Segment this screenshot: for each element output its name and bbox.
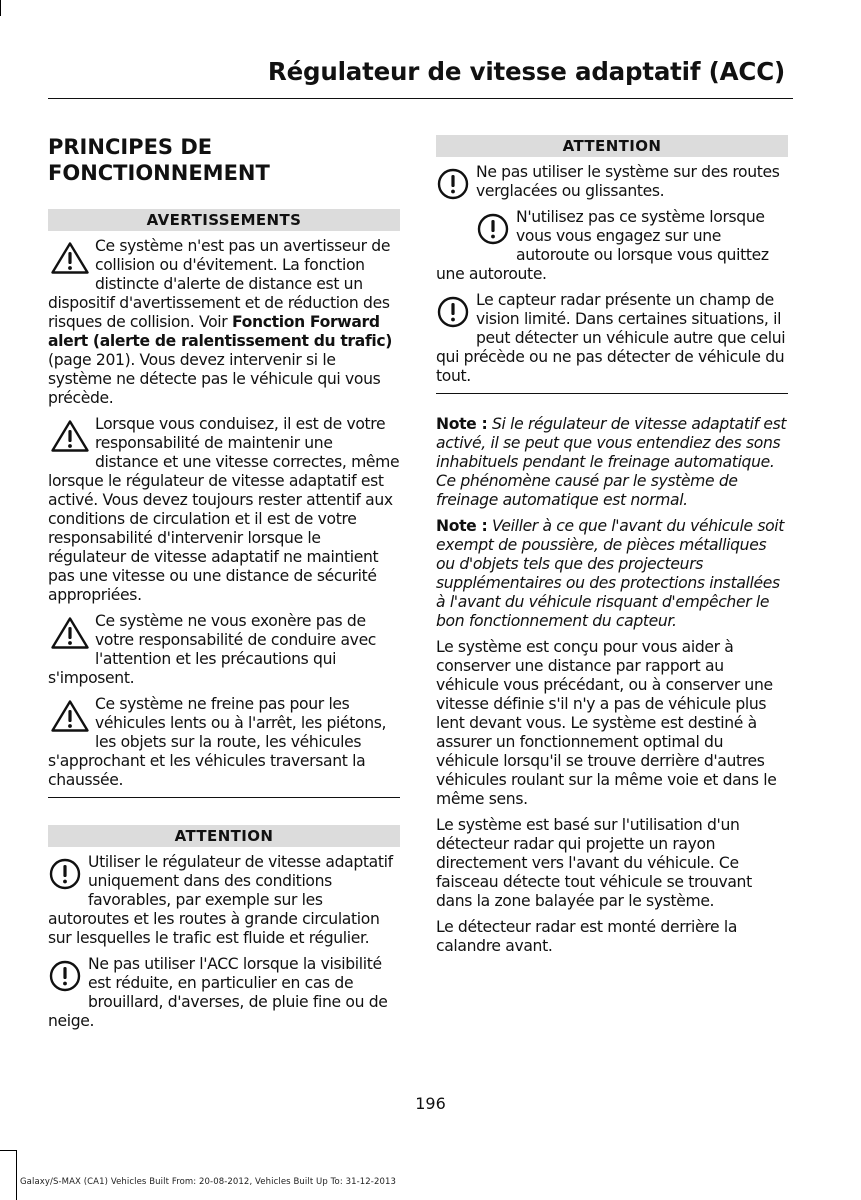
body-paragraph: Le système est conçu pour vous aider à conserver une distance par rapport au véhicule vous précédant, ou à conserver une vitesse définie s'il n'y a pas de véhicule plus lent devant vous. Le système est destiné à assurer un fonctionnement optimal du véhicule lorsqu'il se trouve derrière d'autres véhicules roulant sur la même voie et dans le même sens.	[436, 638, 777, 808]
warning-text: Ce système ne vous exonère pas de votre responsabilité de conduire avec l'attention et les précautions qui s'imposent.	[48, 612, 377, 687]
attention-box-title: ATTENTION	[436, 135, 788, 157]
footer-vehicle-info: Galaxy/S-MAX (CA1) Vehicles Built From: 20-08-2012, Vehicles Built Up To: 31-12-2013	[20, 1177, 396, 1187]
attention-text: Ne pas utiliser l'ACC lorsque la visibilité est réduite, en particulier en cas de brouillard, d'averses, de pluie fine ou de neige.	[48, 955, 388, 1030]
box-divider	[436, 393, 788, 394]
section-heading: PRINCIPES DE FONCTIONNEMENT	[48, 135, 270, 185]
left-column	[48, 130, 400, 1038]
note-label: Note :	[436, 517, 488, 535]
exclamation-circle-icon	[436, 291, 476, 337]
note-paragraph	[436, 517, 788, 631]
attention-item	[48, 955, 400, 1031]
note-text: Si le régulateur de vitesse adaptatif est activé, il se peut que vous entendiez des sons inhabituels pendant le freinage automatique. Ce phénomène causé par le système de freinage automatique est normal.	[436, 415, 787, 509]
page-title: Régulateur de vitesse adaptatif (ACC)	[267, 57, 785, 86]
warning-text: Lorsque vous conduisez, il est de votre responsabilité de maintenir une distance et une vitesse correctes, même lorsque le régulateur de vitesse adaptatif est activé. Vous devez toujours rester attentif aux conditions de circulation et il est de votre responsabilité d'intervenir lorsque le régulateur de vitesse adaptatif ne maintient pas une vitesse ou une distance de sécurité appropriées.	[48, 415, 400, 604]
note-text: Veiller à ce que l'avant du véhicule soit exempt de poussière, de pièces métalliques ou d'objets tels que des projecteurs supplémentaires ou des protections installées à l'avant du véhicule risquant d'empêcher le bon fonctionnement du capteur.	[436, 517, 785, 630]
crop-mark-bottom-left-h	[0, 1150, 16, 1151]
crop-mark-top-left	[0, 0, 1, 16]
warning-triangle-icon	[48, 612, 95, 658]
box-divider	[48, 797, 400, 798]
attention-box	[48, 825, 400, 1031]
warning-triangle-icon	[48, 237, 95, 283]
warning-triangle-icon	[48, 415, 95, 461]
warning-text-pre: Ce système n'est pas un avertisseur de collision ou d'évitement. La fonction distincte d'alerte de distance est un dispositif d'avertissement et de réduction des risques de collision. Voir	[48, 237, 391, 331]
attention-box-title: ATTENTION	[48, 825, 400, 847]
warning-triangle-icon	[48, 695, 95, 741]
attention-item	[436, 163, 788, 201]
attention-box	[436, 135, 788, 394]
warnings-box-title: AVERTISSEMENTS	[48, 209, 400, 231]
warning-item	[48, 695, 400, 790]
note-paragraph	[436, 415, 788, 510]
warning-item	[48, 415, 400, 605]
warning-item	[48, 237, 400, 408]
body-paragraph: Le détecteur radar est monté derrière la calandre avant.	[436, 918, 738, 955]
body-paragraph: Le système est basé sur l'utilisation d'un détecteur radar qui projette un rayon directement vers l'avant du véhicule. Ce faisceau détecte tout véhicule se trouvant dans la zone balayée par le système.	[436, 816, 752, 910]
exclamation-circle-icon	[48, 853, 88, 899]
attention-item	[48, 853, 400, 948]
attention-item	[436, 291, 788, 386]
crop-mark-bottom-left	[16, 1150, 17, 1200]
note-label: Note :	[436, 415, 488, 433]
attention-text: N'utilisez pas ce système lorsque vous vous engagez sur une autoroute ou lorsque vous quittez une autoroute.	[436, 208, 769, 283]
page-header	[48, 50, 793, 99]
warning-item	[48, 612, 400, 688]
attention-text: Utiliser le régulateur de vitesse adaptatif uniquement dans des conditions favorables, par exemple sur les autoroutes et les routes à grande circulation sur lesquelles le trafic est fluide et régulier.	[48, 853, 393, 947]
page-number: 196	[415, 1094, 446, 1113]
exclamation-circle-icon	[436, 163, 476, 209]
warning-text-post: (page 201). Vous devez intervenir si le système ne détecte pas le véhicule qui vous précède.	[48, 351, 381, 407]
right-column	[436, 135, 788, 963]
exclamation-circle-icon	[476, 208, 516, 254]
attention-item	[436, 208, 788, 284]
attention-text: Le capteur radar présente un champ de vision limité. Dans certaines situations, il peut détecter un véhicule autre que celui qui précède ou ne pas détecter de véhicule du tout.	[436, 291, 786, 385]
attention-text: Ne pas utiliser le système sur des routes verglacées ou glissantes.	[476, 163, 780, 200]
cross-reference-link[interactable]: Fonction Forward alert (alerte de ralentissement du trafic)	[48, 313, 393, 350]
exclamation-circle-icon	[48, 955, 88, 1001]
warnings-box	[48, 209, 400, 798]
warning-text: Ce système ne freine pas pour les véhicules lents ou à l'arrêt, les piétons, les objets sur la route, les véhicules s'approchant et les véhicules traversant la chaussée.	[48, 695, 387, 789]
